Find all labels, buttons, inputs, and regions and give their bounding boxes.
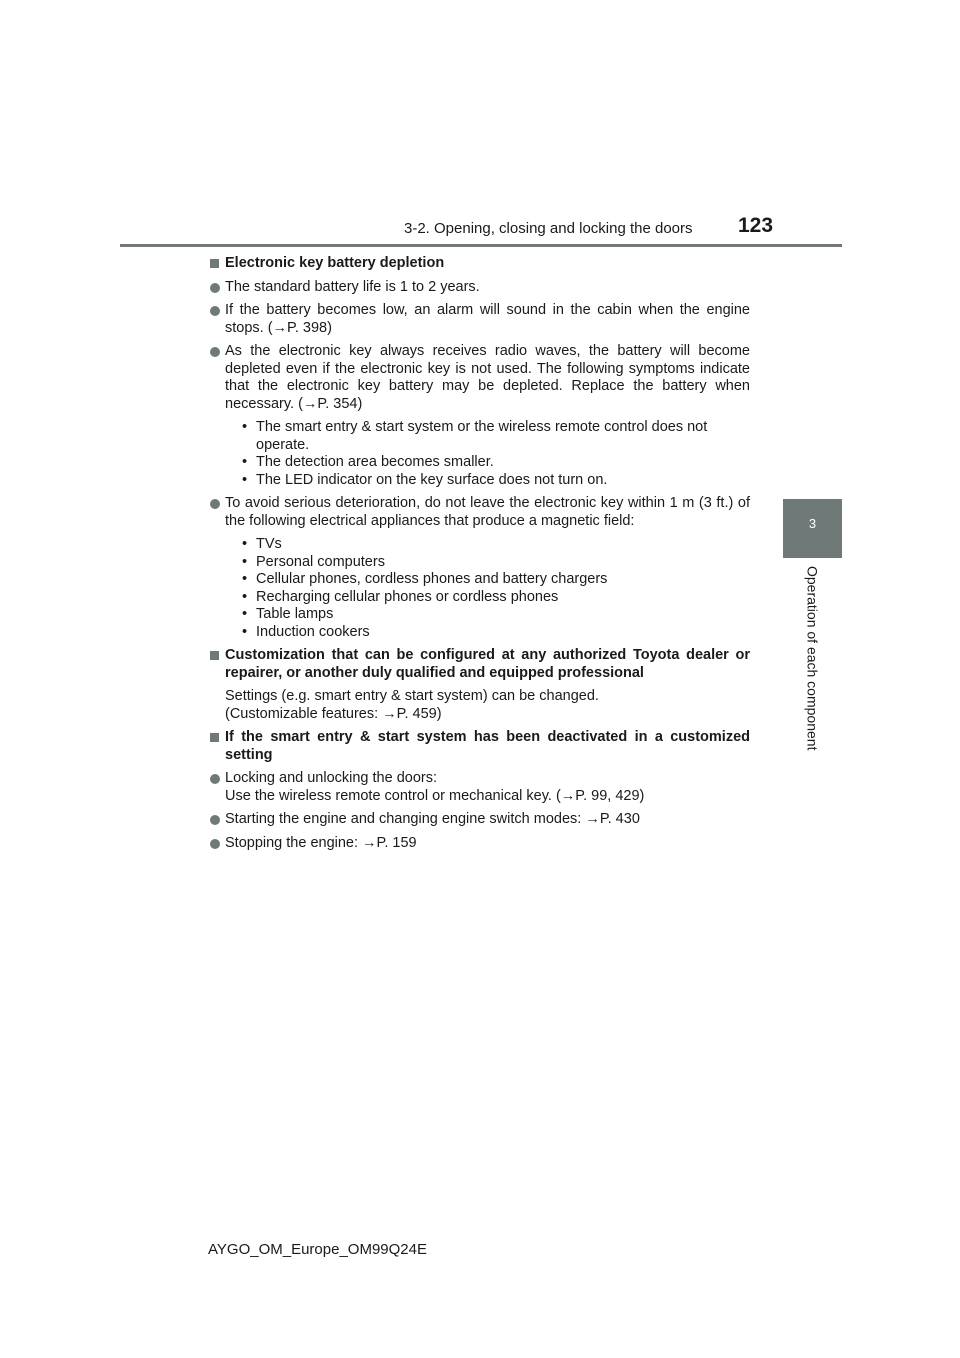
sub-list-item: • The smart entry & start system or the wireless remote control does not operate.: [240, 419, 750, 454]
list-item: [210, 811, 750, 829]
section-title: Customization that can be configured at any authorized Toyota dealer or repairer, or another duly qualified and equipped professional: [225, 647, 750, 681]
header-divider: [120, 244, 842, 247]
section-deactivated-setting: [210, 729, 750, 852]
page-content: [210, 255, 750, 852]
round-bullet-icon: [210, 815, 220, 825]
paragraph-line: Settings (e.g. smart entry & start system) can be changed.: [225, 688, 599, 704]
sub-list-item: • Table lamps: [240, 606, 750, 624]
sub-list-item: • Cellular phones, cordless phones and battery chargers: [240, 571, 750, 589]
sub-list-item: • The LED indicator on the key surface does not turn on.: [240, 472, 750, 490]
list-item: [210, 835, 750, 853]
section-battery-depletion: [210, 255, 750, 641]
round-bullet-icon: [210, 306, 220, 316]
list-item-text: As the electronic key always receives radio waves, the battery will become depleted even if the electronic key is not used. The following symptoms indicate that the electronic key battery may be depleted. Replace the battery when necessary. (→P. 354): [225, 343, 750, 412]
appliance-list: [225, 536, 750, 641]
square-bullet-icon: [210, 259, 219, 268]
list-item: [210, 343, 750, 489]
round-bullet-icon: [210, 774, 220, 784]
list-item-text: [225, 770, 750, 805]
list-item-text: To avoid serious deterioration, do not leave the electronic key within 1 m (3 ft.) of the following electrical appliances that produce a magnetic field:: [225, 495, 750, 529]
list-item: [210, 495, 750, 641]
list-item-text: The standard battery life is 1 to 2 years.: [225, 278, 480, 295]
sub-list-item: • TVs: [240, 536, 750, 554]
sub-list-item: • Recharging cellular phones or cordless phones: [240, 589, 750, 607]
document-id: AYGO_OM_Europe_OM99Q24E: [208, 1241, 427, 1258]
section-title: Electronic key battery depletion: [225, 255, 445, 271]
list-item-line: Locking and unlocking the doors:: [225, 770, 438, 786]
chapter-title-vertical: [783, 560, 842, 760]
chapter-tab: [783, 499, 842, 558]
square-bullet-icon: [210, 733, 219, 742]
sub-list-item: • The detection area becomes smaller.: [240, 454, 750, 472]
section-paragraph: [225, 688, 750, 723]
sub-list-item: • Induction cookers: [240, 624, 750, 642]
list-item-text: Starting the engine and changing engine switch modes: →P. 430: [225, 811, 640, 827]
round-bullet-icon: [210, 347, 220, 357]
list-item-text: If the battery becomes low, an alarm will sound in the cabin when the engine stops. (→P. 398): [225, 302, 750, 336]
page-number: 123: [738, 214, 774, 237]
chapter-title: Operation of each component: [804, 566, 821, 751]
paragraph-line: (Customizable features: →P. 459): [225, 705, 442, 722]
list-item-line: Use the wireless remote control or mechanical key. (→P. 99, 429): [225, 787, 645, 804]
list-item-text: Stopping the engine: →P. 159: [225, 834, 417, 851]
list-item: [210, 770, 750, 805]
sub-list-item: • Personal computers: [240, 554, 750, 572]
round-bullet-icon: [210, 839, 220, 849]
section-customization: [210, 647, 750, 723]
list-item: [210, 279, 750, 297]
header-section-title: 3-2. Opening, closing and locking the doors: [404, 220, 693, 237]
symptom-list: [225, 419, 750, 489]
square-bullet-icon: [210, 651, 219, 660]
chapter-number: 3: [808, 516, 817, 531]
round-bullet-icon: [210, 499, 220, 509]
round-bullet-icon: [210, 283, 220, 293]
list-item: [210, 302, 750, 337]
section-title: If the smart entry & start system has been deactivated in a customized setting: [225, 729, 750, 763]
